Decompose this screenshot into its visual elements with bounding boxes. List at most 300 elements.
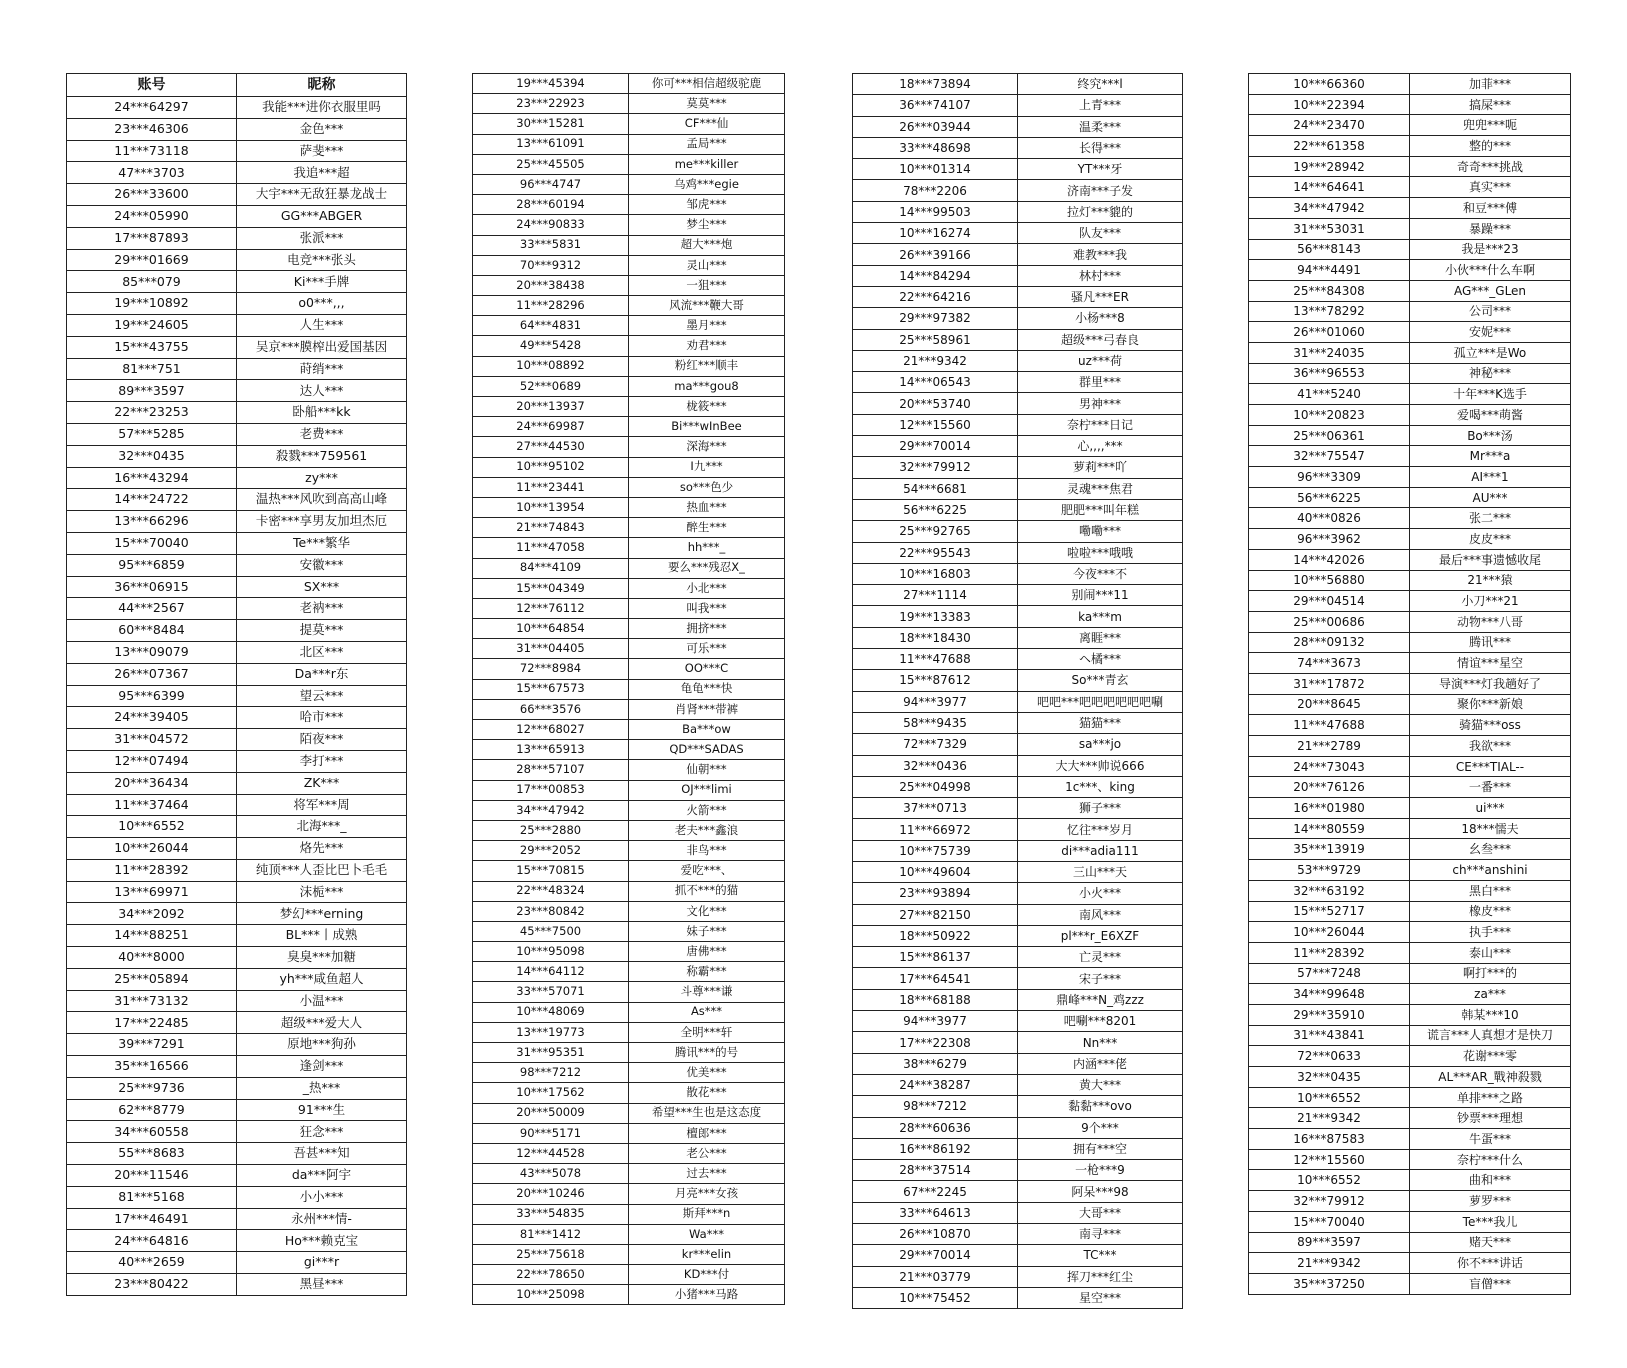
table-row bbox=[67, 968, 407, 990]
nickname-cell: 你可***相信超级驼鹿 bbox=[629, 74, 785, 94]
table-row bbox=[853, 95, 1183, 116]
table-row bbox=[1249, 963, 1571, 984]
nickname-cell: 我欲*** bbox=[1410, 736, 1571, 757]
account-cell: 32***0435 bbox=[1249, 1067, 1410, 1088]
nickname-cell: 动物***八哥 bbox=[1410, 611, 1571, 632]
account-cell: 29***70014 bbox=[853, 1245, 1018, 1266]
account-cell: 89***3597 bbox=[1249, 1232, 1410, 1253]
nickname-cell: 我是***23 bbox=[1410, 239, 1571, 260]
table-row bbox=[473, 982, 785, 1002]
table-row bbox=[853, 606, 1183, 627]
table-row bbox=[1249, 301, 1571, 322]
table-row bbox=[1249, 156, 1571, 177]
header-nickname: 昵称 bbox=[237, 74, 407, 97]
nickname-cell: ka***m bbox=[1018, 606, 1183, 627]
nickname-cell: OO***C bbox=[629, 659, 785, 679]
table-row bbox=[67, 1077, 407, 1099]
nickname-cell: 李打*** bbox=[237, 750, 407, 772]
nickname-cell: 望云*** bbox=[237, 685, 407, 707]
account-cell: 10***08892 bbox=[473, 356, 629, 376]
nickname-cell: gi***r bbox=[237, 1252, 407, 1274]
nickname-cell: 骚凡***ER bbox=[1018, 286, 1183, 307]
table-row bbox=[473, 215, 785, 235]
nickname-cell: 过去*** bbox=[629, 1164, 785, 1184]
account-cell: 12***15560 bbox=[1249, 1149, 1410, 1170]
nickname-cell: 人生*** bbox=[237, 314, 407, 336]
nickname-cell: 孟局*** bbox=[629, 134, 785, 154]
account-cell: 29***04514 bbox=[1249, 591, 1410, 612]
account-cell: 31***04572 bbox=[67, 729, 237, 751]
account-cell: 16***87583 bbox=[1249, 1129, 1410, 1150]
account-cell: 17***22308 bbox=[853, 1032, 1018, 1053]
account-cell: 26***10870 bbox=[853, 1224, 1018, 1245]
table-row bbox=[853, 734, 1183, 755]
account-cell: 18***18430 bbox=[853, 627, 1018, 648]
nickname-cell: 莳绡*** bbox=[237, 358, 407, 380]
nickname-cell: 终究***l bbox=[1018, 74, 1183, 95]
nickname-cell: 导演***灯我趟好了 bbox=[1410, 673, 1571, 694]
nickname-cell: 爱吃***、 bbox=[629, 861, 785, 881]
account-cell: 14***64641 bbox=[1249, 177, 1410, 198]
account-cell: 14***88251 bbox=[67, 925, 237, 947]
table-row bbox=[473, 397, 785, 417]
nickname-cell: 钞票***理想 bbox=[1410, 1108, 1571, 1129]
table-row bbox=[473, 598, 785, 618]
table-row bbox=[473, 1022, 785, 1042]
account-cell: 56***8143 bbox=[1249, 239, 1410, 260]
nickname-cell: 优美*** bbox=[629, 1063, 785, 1083]
account-cell: 15***87612 bbox=[853, 670, 1018, 691]
account-cell: 19***10892 bbox=[67, 293, 237, 315]
table-row bbox=[853, 840, 1183, 861]
table-row bbox=[1249, 1273, 1571, 1294]
nickname-cell: zy*** bbox=[237, 467, 407, 489]
table-row bbox=[67, 162, 407, 184]
nickname-cell: 黑白*** bbox=[1410, 880, 1571, 901]
account-cell: 11***47058 bbox=[473, 538, 629, 558]
account-cell: 10***49604 bbox=[853, 861, 1018, 882]
table-row bbox=[853, 819, 1183, 840]
table-row bbox=[853, 74, 1183, 95]
account-cell: 33***48698 bbox=[853, 137, 1018, 158]
table-row bbox=[1249, 74, 1571, 95]
table-row bbox=[473, 74, 785, 94]
table-row bbox=[67, 205, 407, 227]
nickname-cell: 爱喝***萌酱 bbox=[1410, 405, 1571, 426]
nickname-cell: 1c***、king bbox=[1018, 776, 1183, 797]
table-row bbox=[473, 1103, 785, 1123]
nickname-cell: ヘ橘*** bbox=[1018, 649, 1183, 670]
account-cell: 40***8000 bbox=[67, 947, 237, 969]
table-row bbox=[1249, 880, 1571, 901]
nickname-cell: KD***付 bbox=[629, 1265, 785, 1285]
nickname-cell: 墨月*** bbox=[629, 316, 785, 336]
table-row bbox=[853, 904, 1183, 925]
nickname-cell: 粉红***顺丰 bbox=[629, 356, 785, 376]
nickname-cell: 黄大*** bbox=[1018, 1074, 1183, 1095]
nickname-cell: 卡密***享男友加坦杰厄 bbox=[237, 511, 407, 533]
account-cell: 10***6552 bbox=[1249, 1170, 1410, 1191]
account-cell: 85***079 bbox=[67, 271, 237, 293]
nickname-cell: Ho***赖克宝 bbox=[237, 1230, 407, 1252]
table-row bbox=[67, 838, 407, 860]
nickname-cell: 挥刀***红尘 bbox=[1018, 1266, 1183, 1287]
account-cell: 95***6859 bbox=[67, 554, 237, 576]
nickname-cell: 一狙*** bbox=[629, 275, 785, 295]
nickname-cell: 狂念*** bbox=[237, 1121, 407, 1143]
table-row bbox=[1249, 756, 1571, 777]
table-row bbox=[473, 174, 785, 194]
account-cell: 95***6399 bbox=[67, 685, 237, 707]
table-row bbox=[473, 740, 785, 760]
nickname-cell: 橡皮*** bbox=[1410, 901, 1571, 922]
table-row bbox=[1249, 736, 1571, 757]
account-cell: 25***06361 bbox=[1249, 425, 1410, 446]
nickname-cell: sa***jo bbox=[1018, 734, 1183, 755]
table-row bbox=[67, 1252, 407, 1274]
nickname-cell: 吧唰***8201 bbox=[1018, 1011, 1183, 1032]
table-row bbox=[853, 691, 1183, 712]
nickname-cell: 心,,,,*** bbox=[1018, 436, 1183, 457]
account-cell: 30***15281 bbox=[473, 114, 629, 134]
nickname-cell: 小刀***21 bbox=[1410, 591, 1571, 612]
table-row bbox=[67, 1143, 407, 1165]
account-cell: 32***0436 bbox=[853, 755, 1018, 776]
account-cell: 10***22394 bbox=[1249, 94, 1410, 115]
account-cell: 24***90833 bbox=[473, 215, 629, 235]
nickname-cell: 大宇***无敌狂暴龙战士 bbox=[237, 184, 407, 206]
account-cell: 13***19773 bbox=[473, 1022, 629, 1042]
account-cell: 13***61091 bbox=[473, 134, 629, 154]
nickname-cell: YT***牙 bbox=[1018, 159, 1183, 180]
nickname-cell: CE***TIAL-- bbox=[1410, 756, 1571, 777]
table-row bbox=[853, 1287, 1183, 1308]
nickname-cell: 小北*** bbox=[629, 578, 785, 598]
account-cell: 20***38438 bbox=[473, 275, 629, 295]
account-cell: 33***57071 bbox=[473, 982, 629, 1002]
nickname-cell: 北区*** bbox=[237, 641, 407, 663]
account-cell: 14***24722 bbox=[67, 489, 237, 511]
nickname-cell: 卧船***kk bbox=[237, 402, 407, 424]
table-row bbox=[853, 286, 1183, 307]
account-cell: 23***93894 bbox=[853, 883, 1018, 904]
nickname-cell: 和豆***傅 bbox=[1410, 198, 1571, 219]
account-cell: 41***5240 bbox=[1249, 384, 1410, 405]
account-cell: 19***45394 bbox=[473, 74, 629, 94]
account-cell: 58***9435 bbox=[853, 712, 1018, 733]
nickname-cell: 纯顶***人歪比巴卜毛毛 bbox=[237, 859, 407, 881]
account-cell: 24***39405 bbox=[67, 707, 237, 729]
table-row bbox=[1249, 94, 1571, 115]
nickname-cell: 群里*** bbox=[1018, 372, 1183, 393]
account-cell: 27***44530 bbox=[473, 437, 629, 457]
table-row bbox=[1249, 136, 1571, 157]
nickname-cell: 小伙***什么车啊 bbox=[1410, 260, 1571, 281]
nickname-cell: 萝莉***吖 bbox=[1018, 457, 1183, 478]
account-table-1 bbox=[66, 73, 407, 1296]
nickname-cell: 斯拜***n bbox=[629, 1204, 785, 1224]
nickname-cell: 一番*** bbox=[1410, 777, 1571, 798]
account-cell: 25***05894 bbox=[67, 968, 237, 990]
nickname-cell: 最后***事遗憾收尾 bbox=[1410, 549, 1571, 570]
table-row bbox=[853, 585, 1183, 606]
table-row bbox=[853, 393, 1183, 414]
table-row bbox=[473, 619, 785, 639]
account-cell: 34***99648 bbox=[1249, 984, 1410, 1005]
table-row bbox=[473, 316, 785, 336]
account-cell: 38***6279 bbox=[853, 1053, 1018, 1074]
account-cell: 15***52717 bbox=[1249, 901, 1410, 922]
table-row bbox=[853, 861, 1183, 882]
table-row bbox=[473, 114, 785, 134]
table-row bbox=[853, 265, 1183, 286]
nickname-cell: ui*** bbox=[1410, 798, 1571, 819]
table-row bbox=[473, 356, 785, 376]
account-cell: 20***10246 bbox=[473, 1184, 629, 1204]
table-row bbox=[67, 729, 407, 751]
account-cell: 24***64297 bbox=[67, 97, 237, 119]
account-cell: 98***7212 bbox=[853, 1096, 1018, 1117]
nickname-cell: 整的*** bbox=[1410, 136, 1571, 157]
account-cell: 81***1412 bbox=[473, 1224, 629, 1244]
account-cell: 26***03944 bbox=[853, 116, 1018, 137]
table-row bbox=[473, 1224, 785, 1244]
account-cell: 11***28296 bbox=[473, 296, 629, 316]
table-row bbox=[853, 1053, 1183, 1074]
account-cell: 54***6681 bbox=[853, 478, 1018, 499]
nickname-cell: 劝君*** bbox=[629, 336, 785, 356]
account-cell: 17***46491 bbox=[67, 1208, 237, 1230]
table-row bbox=[473, 699, 785, 719]
account-cell: 20***8645 bbox=[1249, 694, 1410, 715]
nickname-cell: 离睚*** bbox=[1018, 627, 1183, 648]
table-row bbox=[1249, 570, 1571, 591]
account-cell: 11***47688 bbox=[1249, 715, 1410, 736]
nickname-cell: 黑昼*** bbox=[237, 1274, 407, 1296]
account-cell: 24***69987 bbox=[473, 417, 629, 437]
account-cell: 22***48324 bbox=[473, 881, 629, 901]
nickname-cell: I九*** bbox=[629, 457, 785, 477]
table-row bbox=[67, 467, 407, 489]
table-row bbox=[853, 223, 1183, 244]
nickname-cell: 宋子*** bbox=[1018, 968, 1183, 989]
nickname-cell: 真实*** bbox=[1410, 177, 1571, 198]
table-row bbox=[473, 1164, 785, 1184]
account-cell: 25***84308 bbox=[1249, 280, 1410, 301]
nickname-cell: 原地***狗孙 bbox=[237, 1034, 407, 1056]
nickname-cell: 亡灵*** bbox=[1018, 947, 1183, 968]
nickname-cell: 谎言***人真想才是快刀 bbox=[1410, 1025, 1571, 1046]
table-row bbox=[67, 685, 407, 707]
account-cell: 29***35910 bbox=[1249, 1004, 1410, 1025]
nickname-cell: 91***生 bbox=[237, 1099, 407, 1121]
account-cell: 17***00853 bbox=[473, 780, 629, 800]
nickname-cell: 骑猫***oss bbox=[1410, 715, 1571, 736]
table-row bbox=[473, 1204, 785, 1224]
nickname-cell: 散花*** bbox=[629, 1083, 785, 1103]
table-row bbox=[473, 376, 785, 396]
account-cell: 49***5428 bbox=[473, 336, 629, 356]
account-cell: 15***04349 bbox=[473, 578, 629, 598]
nickname-cell: AU*** bbox=[1410, 487, 1571, 508]
account-cell: 45***7500 bbox=[473, 921, 629, 941]
account-cell: 39***7291 bbox=[67, 1034, 237, 1056]
nickname-cell: 达人*** bbox=[237, 380, 407, 402]
table-row bbox=[853, 372, 1183, 393]
account-cell: 18***68188 bbox=[853, 989, 1018, 1010]
account-cell: 94***3977 bbox=[853, 1011, 1018, 1032]
account-cell: 26***33600 bbox=[67, 184, 237, 206]
nickname-cell: 莫莫*** bbox=[629, 94, 785, 114]
nickname-cell: 可乐*** bbox=[629, 639, 785, 659]
table-row bbox=[853, 1224, 1183, 1245]
nickname-cell: 泰山*** bbox=[1410, 942, 1571, 963]
nickname-cell: 啦啦***哦哦 bbox=[1018, 542, 1183, 563]
account-cell: 11***73118 bbox=[67, 140, 237, 162]
nickname-cell: 张二*** bbox=[1410, 508, 1571, 529]
account-cell: 67***2245 bbox=[853, 1181, 1018, 1202]
nickname-cell: 醉生*** bbox=[629, 518, 785, 538]
nickname-cell: 小杨***8 bbox=[1018, 308, 1183, 329]
table-row bbox=[853, 883, 1183, 904]
table-row bbox=[1249, 529, 1571, 550]
table-row bbox=[67, 990, 407, 1012]
nickname-cell: 电竞***张头 bbox=[237, 249, 407, 271]
account-cell: 28***37514 bbox=[853, 1160, 1018, 1181]
nickname-cell: 烙先*** bbox=[237, 838, 407, 860]
table-row bbox=[67, 750, 407, 772]
nickname-cell: 温热***风吹到高高山峰 bbox=[237, 489, 407, 511]
nickname-cell: 肥肥***叫年糕 bbox=[1018, 499, 1183, 520]
nickname-cell: 阿呆***98 bbox=[1018, 1181, 1183, 1202]
account-cell: 11***28392 bbox=[67, 859, 237, 881]
table-row bbox=[853, 1011, 1183, 1032]
nickname-cell: 队友*** bbox=[1018, 223, 1183, 244]
table-row bbox=[473, 134, 785, 154]
account-cell: 10***64854 bbox=[473, 619, 629, 639]
table-row bbox=[853, 776, 1183, 797]
nickname-cell: 今夜***不 bbox=[1018, 563, 1183, 584]
account-cell: 55***8683 bbox=[67, 1143, 237, 1165]
nickname-cell: 21***猿 bbox=[1410, 570, 1571, 591]
nickname-cell: 牛蛋*** bbox=[1410, 1129, 1571, 1150]
nickname-cell: As*** bbox=[629, 1002, 785, 1022]
table-row bbox=[1249, 1232, 1571, 1253]
nickname-cell: 陌夜*** bbox=[237, 729, 407, 751]
table-row bbox=[473, 760, 785, 780]
table-row bbox=[853, 712, 1183, 733]
table-row bbox=[67, 620, 407, 642]
table-row bbox=[1249, 405, 1571, 426]
account-cell: 23***80422 bbox=[67, 1274, 237, 1296]
table-row bbox=[1249, 839, 1571, 860]
nickname-cell: AI***1 bbox=[1410, 467, 1571, 488]
table-row bbox=[67, 336, 407, 358]
table-row bbox=[67, 1274, 407, 1296]
nickname-cell: 9个*** bbox=[1018, 1117, 1183, 1138]
nickname-cell: 仙朝*** bbox=[629, 760, 785, 780]
nickname-cell: Mr***a bbox=[1410, 446, 1571, 467]
nickname-cell: 男神*** bbox=[1018, 393, 1183, 414]
table-row bbox=[67, 249, 407, 271]
account-cell: 16***43294 bbox=[67, 467, 237, 489]
nickname-cell: di***adia111 bbox=[1018, 840, 1183, 861]
account-cell: 10***95102 bbox=[473, 457, 629, 477]
account-cell: 26***01060 bbox=[1249, 322, 1410, 343]
account-cell: 25***9736 bbox=[67, 1077, 237, 1099]
nickname-cell: 皮皮*** bbox=[1410, 529, 1571, 550]
account-table-2 bbox=[472, 73, 785, 1305]
table-row bbox=[473, 296, 785, 316]
table-row bbox=[853, 244, 1183, 265]
nickname-cell: 将军***周 bbox=[237, 794, 407, 816]
account-cell: 35***16566 bbox=[67, 1056, 237, 1078]
account-cell: 78***2206 bbox=[853, 180, 1018, 201]
table-row bbox=[473, 1184, 785, 1204]
account-cell: 19***13383 bbox=[853, 606, 1018, 627]
account-cell: 22***23253 bbox=[67, 402, 237, 424]
table-row bbox=[1249, 1108, 1571, 1129]
account-cell: 10***48069 bbox=[473, 1002, 629, 1022]
account-cell: 20***36434 bbox=[67, 772, 237, 794]
table-row bbox=[67, 184, 407, 206]
account-cell: 24***73043 bbox=[1249, 756, 1410, 777]
nickname-cell: Ki***手牌 bbox=[237, 271, 407, 293]
table-row bbox=[1249, 446, 1571, 467]
table-row bbox=[853, 521, 1183, 542]
table-row bbox=[67, 227, 407, 249]
account-cell: 40***0826 bbox=[1249, 508, 1410, 529]
nickname-cell: AG***_GLen bbox=[1410, 280, 1571, 301]
table-row bbox=[67, 380, 407, 402]
table-row bbox=[67, 1230, 407, 1252]
table-row bbox=[67, 816, 407, 838]
account-cell: 17***87893 bbox=[67, 227, 237, 249]
account-cell: 10***66360 bbox=[1249, 74, 1410, 95]
table-row bbox=[67, 1012, 407, 1034]
nickname-cell: 我追***超 bbox=[237, 162, 407, 184]
nickname-cell: 林村*** bbox=[1018, 265, 1183, 286]
table-row bbox=[473, 1083, 785, 1103]
table-row bbox=[67, 576, 407, 598]
table-row bbox=[853, 947, 1183, 968]
nickname-cell: 提莫*** bbox=[237, 620, 407, 642]
account-cell: 27***1114 bbox=[853, 585, 1018, 606]
table-row bbox=[853, 499, 1183, 520]
account-cell: 23***46306 bbox=[67, 118, 237, 140]
nickname-cell: 拉灯***貔的 bbox=[1018, 201, 1183, 222]
nickname-cell: kr***elin bbox=[629, 1244, 785, 1264]
account-cell: 19***28942 bbox=[1249, 156, 1410, 177]
table-row bbox=[853, 989, 1183, 1010]
nickname-cell: 幺叁*** bbox=[1410, 839, 1571, 860]
table-row bbox=[853, 563, 1183, 584]
nickname-cell: pl***r_E6XZF bbox=[1018, 925, 1183, 946]
account-cell: 15***67573 bbox=[473, 679, 629, 699]
table-row bbox=[473, 255, 785, 275]
nickname-cell: 小火*** bbox=[1018, 883, 1183, 904]
table-row bbox=[473, 1063, 785, 1083]
nickname-cell: 你不***讲话 bbox=[1410, 1253, 1571, 1274]
account-cell: 28***60194 bbox=[473, 195, 629, 215]
table-row bbox=[853, 1096, 1183, 1117]
account-cell: 16***01980 bbox=[1249, 798, 1410, 819]
nickname-cell: 一枪***9 bbox=[1018, 1160, 1183, 1181]
account-cell: 21***74843 bbox=[473, 518, 629, 538]
account-cell: 94***3977 bbox=[853, 691, 1018, 712]
table-row bbox=[853, 436, 1183, 457]
nickname-cell: 星空*** bbox=[1018, 1287, 1183, 1308]
